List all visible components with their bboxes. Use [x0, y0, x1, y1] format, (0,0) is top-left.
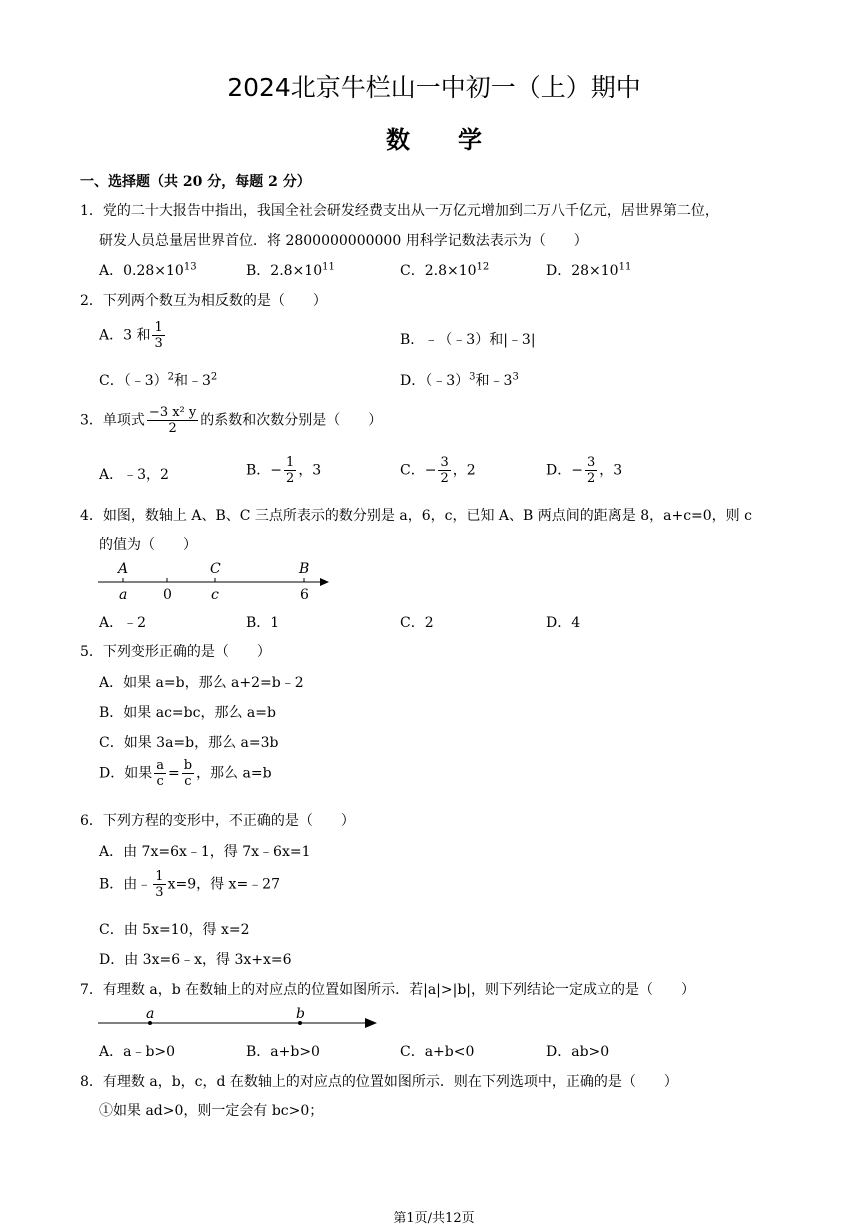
q4-label-a: a — [119, 587, 128, 603]
q4-label-C: C — [210, 561, 221, 577]
q3-stem: 3．单项式 $\frac{\text{−3 x² y}}{2}$ 的系数和次数分别是（ ） — [80, 405, 383, 436]
q1-stem-line2: 研发人员总量居世界首位．将 2800000000000 用科学记数法表示为（ ） — [99, 233, 588, 249]
q4-number-line — [95, 558, 335, 608]
q4-label-c: c — [211, 587, 219, 603]
q5-option-b: B．如果 ac=bc，那么 a=b — [99, 705, 276, 721]
q8-stem: 8．有理数 a，b，c，d 在数轴上的对应点的位置如图所示．则在下列选项中，正确的是（ ） — [80, 1074, 678, 1090]
q3-option-b: B．− $\frac{1}{2}$ ，3 — [246, 455, 322, 486]
q3-option-a: A．﹣3，2 — [99, 467, 169, 483]
q6-option-a: A．由 7x=6x﹣1，得 7x﹣6x=1 — [99, 844, 311, 860]
q7-number-line — [95, 1005, 385, 1035]
q7-option-c: C．a+b<0 — [400, 1044, 475, 1060]
q7-option-d: D．ab>0 — [546, 1044, 610, 1060]
q7-option-b: B．a+b>0 — [246, 1044, 320, 1060]
q1-option-a: A．$0.28\times 10^{13}$ — [99, 261, 197, 279]
q2-option-a: A．3 和 $\frac{1}{3}$ — [99, 320, 163, 351]
q1-stem-line1: 1．党的二十大报告中指出，我国全社会研发经费支出从一万亿元增加到二万八千亿元，居世界第二位， — [80, 203, 719, 219]
q8-item1: ①如果 ad>0，则一定会有 bc>0； — [99, 1103, 324, 1119]
page-footer: 第1页/共12页 — [393, 1211, 475, 1226]
q6-stem: 6．下列方程的变形中，不正确的是（ ） — [80, 813, 355, 829]
subject-title: 数 学 — [386, 126, 482, 154]
q4-stem-line1: 4．如图，数轴上 A、B、C 三点所表示的数分别是 a，6，c，已知 A、B 两点间的距离是 8，a+c=0，则 c — [80, 508, 752, 524]
q5-option-d: D．如果 $\frac{a}{c}$ = $\frac{b}{c}$ ，那么 a=b — [99, 758, 272, 789]
section-heading: 一、选择题（共 20 分，每题 2 分） — [80, 174, 311, 190]
q1-option-d: D．$28\times 10^{11}$ — [546, 261, 632, 279]
q6-option-c: C．由 5x=10，得 x=2 — [99, 922, 250, 938]
page-title: 2024北京牛栏山一中初一（上）期中 — [227, 73, 641, 102]
q4-label-B: B — [299, 561, 310, 577]
q6-option-d: D．由 3x=6﹣x，得 3x+x=6 — [99, 952, 292, 968]
q4-label-6: 6 — [300, 587, 309, 603]
q4-label-A: A — [118, 561, 129, 577]
q5-option-c: C．如果 3a=b，那么 a=3b — [99, 735, 279, 751]
q7-label-b: b — [296, 1006, 305, 1022]
q1-option-c: C．$2.8\times 10^{12}$ — [400, 261, 490, 279]
q2-option-c: C．（﹣3）$^2$和$﹣3^2$ — [99, 371, 218, 389]
q2-option-d: D．（﹣3）$^3$和$﹣3^3$ — [400, 371, 519, 389]
q4-option-d: D．4 — [546, 615, 581, 631]
q4-option-a: A．﹣2 — [99, 615, 147, 631]
q7-label-a: a — [146, 1006, 155, 1022]
q2-stem: 2．下列两个数互为相反数的是（ ） — [80, 293, 327, 309]
q4-option-b: B．1 — [246, 615, 280, 631]
q3-option-d: D．− $\frac{3}{2}$ ，3 — [546, 455, 623, 486]
q4-label-0: 0 — [163, 587, 172, 603]
q7-stem: 7．有理数 a，b 在数轴上的对应点的位置如图所示．若|a|>|b|，则下列结论一定成立的是（ ） — [80, 982, 696, 998]
q4-stem-line2: 的值为（ ） — [99, 537, 197, 553]
q6-option-b: B．由﹣ $\frac{1}{3}$ x=9，得 x=﹣27 — [99, 869, 281, 900]
q1-option-b: B．$2.8\times 10^{11}$ — [246, 261, 335, 279]
q3-option-c: C．− $\frac{3}{2}$ ，2 — [400, 455, 476, 486]
q4-option-c: C．2 — [400, 615, 434, 631]
q2-option-b: B．﹣（﹣3）和|﹣3| — [400, 332, 536, 348]
q5-option-a: A．如果 a=b，那么 a+2=b﹣2 — [99, 675, 304, 691]
q7-option-a: A．a﹣b>0 — [99, 1044, 176, 1060]
q5-stem: 5．下列变形正确的是（ ） — [80, 644, 271, 660]
